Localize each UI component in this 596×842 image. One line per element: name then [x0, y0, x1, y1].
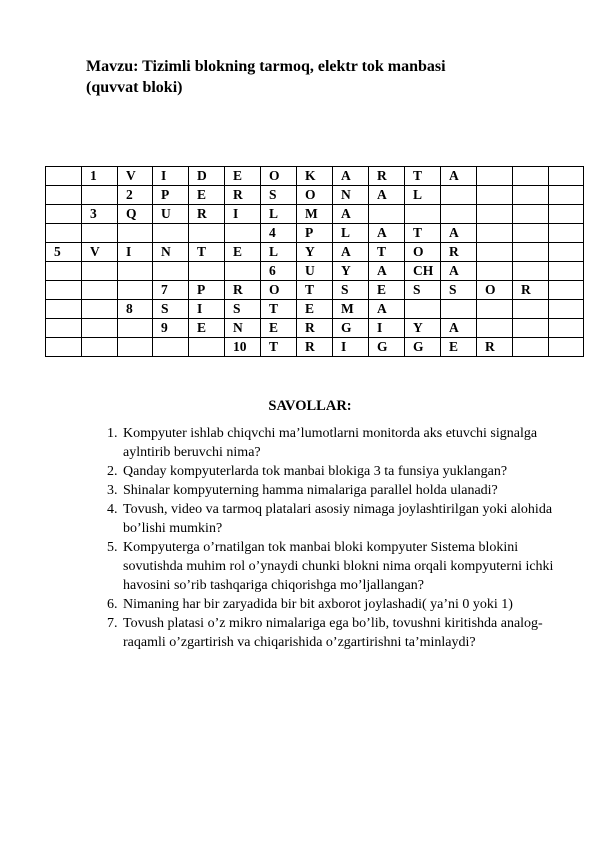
crossword-cell — [477, 167, 513, 186]
crossword-cell: N — [225, 319, 261, 338]
question-item: 5. Kompyuterga o’rnatilgan tok manbai bloki kompyuter Sistema blokini sovutishda muhim rol o’ynaydi chunki blokni nima orqali kompyuterni ichki havosini so’rib tashqariga chiqorishga mo’ljallangan? — [121, 538, 564, 595]
crossword-cell: O — [477, 281, 513, 300]
crossword-cell: 6 — [261, 262, 297, 281]
crossword-cell: L — [261, 243, 297, 262]
crossword-row — [46, 167, 584, 186]
crossword-cell: S — [225, 300, 261, 319]
crossword-cell — [118, 281, 153, 300]
crossword-cell — [225, 262, 261, 281]
crossword-cell: R — [513, 281, 549, 300]
crossword-cell: Q — [118, 205, 153, 224]
crossword-cell: P — [189, 281, 225, 300]
crossword-cell — [118, 338, 153, 357]
crossword-cell — [82, 319, 118, 338]
crossword-cell — [549, 262, 584, 281]
crossword-cell: A — [441, 262, 477, 281]
crossword-cell: T — [297, 281, 333, 300]
crossword-cell: A — [333, 243, 369, 262]
crossword-cell — [153, 338, 189, 357]
crossword-cell: I — [153, 167, 189, 186]
crossword-cell: G — [369, 338, 405, 357]
crossword-cell: E — [369, 281, 405, 300]
crossword-cell — [513, 262, 549, 281]
question-item: 1. Kompyuter ishlab chiqvchi ma’lumotlarni monitorda aks etuvchi signalga aylntirib beruvchi nima? — [121, 424, 564, 462]
crossword-cell: A — [369, 262, 405, 281]
crossword-cell — [549, 319, 584, 338]
crossword-cell: 9 — [153, 319, 189, 338]
crossword-row — [46, 281, 584, 300]
crossword-cell — [549, 281, 584, 300]
crossword-cell: R — [477, 338, 513, 357]
crossword-cell — [549, 224, 584, 243]
crossword-cell — [82, 300, 118, 319]
crossword-cell: 7 — [153, 281, 189, 300]
crossword-cell — [153, 262, 189, 281]
crossword-cell — [46, 167, 82, 186]
crossword-cell: O — [261, 167, 297, 186]
crossword-cell: E — [225, 243, 261, 262]
crossword-cell — [549, 167, 584, 186]
crossword-cell: O — [297, 186, 333, 205]
crossword-cell — [513, 300, 549, 319]
crossword-cell: U — [297, 262, 333, 281]
crossword-cell — [189, 224, 225, 243]
crossword-cell — [513, 243, 549, 262]
crossword-row — [46, 262, 584, 281]
crossword-cell: V — [118, 167, 153, 186]
crossword-cell: R — [441, 243, 477, 262]
crossword-row — [46, 338, 584, 357]
crossword-cell: I — [369, 319, 405, 338]
crossword-cell: CH — [405, 262, 441, 281]
crossword-cell — [477, 186, 513, 205]
crossword-row — [46, 224, 584, 243]
crossword-cell: I — [225, 205, 261, 224]
crossword-cell: E — [225, 167, 261, 186]
crossword-cell — [225, 224, 261, 243]
crossword-cell: R — [189, 205, 225, 224]
crossword-cell: Y — [405, 319, 441, 338]
crossword-cell: A — [441, 167, 477, 186]
crossword-cell: S — [405, 281, 441, 300]
crossword-cell: O — [261, 281, 297, 300]
crossword-cell — [477, 300, 513, 319]
crossword-cell: 1 — [82, 167, 118, 186]
crossword-cell: 4 — [261, 224, 297, 243]
crossword-cell: T — [261, 338, 297, 357]
crossword-cell: D — [189, 167, 225, 186]
crossword-cell: T — [369, 243, 405, 262]
crossword-cell: A — [441, 224, 477, 243]
crossword-cell — [549, 300, 584, 319]
crossword-cell: 5 — [46, 243, 82, 262]
crossword-cell: M — [297, 205, 333, 224]
crossword-cell — [46, 224, 82, 243]
crossword-row — [46, 300, 584, 319]
crossword-cell: A — [333, 205, 369, 224]
crossword-cell — [513, 224, 549, 243]
crossword-row — [46, 205, 584, 224]
crossword-cell — [477, 205, 513, 224]
crossword-cell — [118, 224, 153, 243]
crossword-cell — [513, 167, 549, 186]
crossword-cell — [369, 205, 405, 224]
crossword-cell: T — [405, 224, 441, 243]
crossword-cell — [477, 224, 513, 243]
crossword-cell: G — [405, 338, 441, 357]
crossword-cell — [153, 224, 189, 243]
crossword-cell — [405, 300, 441, 319]
crossword-cell: E — [189, 186, 225, 205]
crossword-cell: V — [82, 243, 118, 262]
crossword-cell — [513, 319, 549, 338]
crossword-cell — [46, 205, 82, 224]
crossword-cell: T — [261, 300, 297, 319]
crossword-cell: 8 — [118, 300, 153, 319]
crossword-cell — [189, 262, 225, 281]
crossword-cell: 2 — [118, 186, 153, 205]
crossword-cell: E — [189, 319, 225, 338]
crossword-cell — [46, 338, 82, 357]
crossword-cell: A — [441, 319, 477, 338]
crossword-cell: P — [297, 224, 333, 243]
crossword-cell — [513, 338, 549, 357]
crossword-cell: I — [333, 338, 369, 357]
question-item: 2. Qanday kompyuterlarda tok manbai blokiga 3 ta funsiya yuklangan? — [121, 462, 564, 481]
crossword-cell: R — [297, 338, 333, 357]
crossword-cell: E — [441, 338, 477, 357]
crossword-cell: S — [441, 281, 477, 300]
crossword-cell: S — [261, 186, 297, 205]
crossword-cell — [441, 186, 477, 205]
crossword-cell — [46, 319, 82, 338]
crossword-cell: E — [261, 319, 297, 338]
crossword-cell: I — [189, 300, 225, 319]
crossword-cell: E — [297, 300, 333, 319]
crossword-cell — [477, 262, 513, 281]
crossword-cell — [549, 186, 584, 205]
crossword-cell — [477, 243, 513, 262]
crossword-cell: L — [333, 224, 369, 243]
crossword-cell: A — [369, 224, 405, 243]
crossword-cell: S — [333, 281, 369, 300]
crossword-cell — [118, 319, 153, 338]
crossword-cell: 3 — [82, 205, 118, 224]
crossword-cell — [513, 186, 549, 205]
crossword-cell: R — [225, 186, 261, 205]
title-line-1: Mavzu: Tizimli blokning tarmoq, elektr tok manbasi — [86, 58, 446, 75]
crossword-cell: 10 — [225, 338, 261, 357]
crossword-grid — [45, 166, 584, 357]
crossword-cell: N — [333, 186, 369, 205]
crossword-cell: A — [369, 300, 405, 319]
crossword-cell — [46, 262, 82, 281]
crossword-row — [46, 186, 584, 205]
crossword-cell — [441, 300, 477, 319]
crossword-cell — [549, 338, 584, 357]
question-item: 3. Shinalar kompyuterning hamma nimalariga parallel holda ulanadi? — [121, 481, 564, 500]
crossword-cell: M — [333, 300, 369, 319]
crossword-cell — [82, 186, 118, 205]
crossword-cell — [549, 243, 584, 262]
question-item: 6. Nimaning har bir zaryadida bir bit axborot joylashadi( ya’ni 0 yoki 1) — [121, 595, 564, 614]
crossword-cell — [46, 186, 82, 205]
crossword-cell: L — [405, 186, 441, 205]
crossword-cell: G — [333, 319, 369, 338]
crossword-cell — [513, 205, 549, 224]
crossword-cell: Y — [333, 262, 369, 281]
crossword-cell: T — [405, 167, 441, 186]
question-item: 4. Tovush, video va tarmoq platalari asosiy nimaga joylashtirilgan yoki alohida bo’lishi mumkin? — [121, 500, 564, 538]
crossword-cell — [46, 281, 82, 300]
crossword-cell — [477, 319, 513, 338]
crossword-cell: O — [405, 243, 441, 262]
crossword-cell: R — [225, 281, 261, 300]
crossword-cell: A — [369, 186, 405, 205]
crossword-cell — [189, 338, 225, 357]
question-item: 7. Tovush platasi o’z mikro nimalariga ega bo’lib, tovushni kiritishda analog-raqamli o’zgartirish va chiqarishida o’zgartirishni ta’minlaydi? — [121, 614, 564, 652]
crossword-cell: N — [153, 243, 189, 262]
crossword-cell — [118, 262, 153, 281]
title-line-2: (quvvat bloki) — [86, 79, 183, 96]
crossword-cell — [441, 205, 477, 224]
crossword-cell: P — [153, 186, 189, 205]
crossword-row — [46, 243, 584, 262]
crossword-cell: A — [333, 167, 369, 186]
crossword-row — [46, 319, 584, 338]
crossword-cell — [46, 300, 82, 319]
crossword-cell — [405, 205, 441, 224]
crossword-cell: T — [189, 243, 225, 262]
crossword-cell — [549, 205, 584, 224]
crossword-cell — [82, 338, 118, 357]
crossword-cell: K — [297, 167, 333, 186]
crossword-cell: I — [118, 243, 153, 262]
crossword-cell: R — [297, 319, 333, 338]
crossword-cell: Y — [297, 243, 333, 262]
crossword-cell: R — [369, 167, 405, 186]
crossword-cell — [82, 262, 118, 281]
crossword-cell — [82, 281, 118, 300]
crossword-cell: U — [153, 205, 189, 224]
crossword-cell: L — [261, 205, 297, 224]
crossword-cell — [82, 224, 118, 243]
questions-list — [86, 424, 564, 652]
crossword-cell: S — [153, 300, 189, 319]
document-title — [86, 56, 556, 98]
questions-heading: SAVOLLAR: — [268, 398, 352, 414]
